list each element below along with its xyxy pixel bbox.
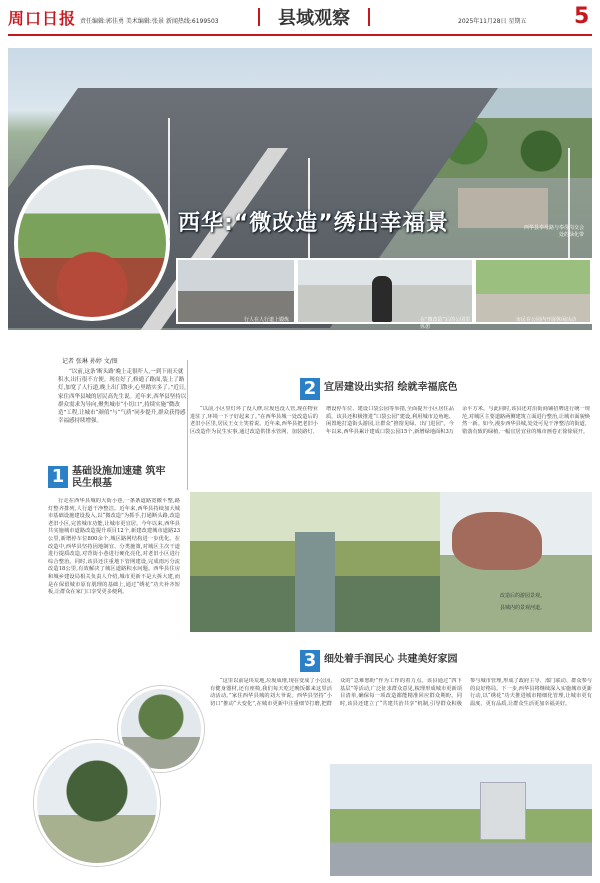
- newspaper-logo: 周口日报: [8, 9, 77, 28]
- person-figure: [372, 276, 392, 322]
- street-lamp: [568, 148, 570, 258]
- city-street-photo: [330, 764, 592, 876]
- section-heading-3: 细处着手润民心 共建美好家园: [324, 654, 458, 665]
- page-number: 5: [574, 4, 590, 29]
- section-number-2: 2: [300, 378, 320, 400]
- column-divider: [187, 360, 188, 490]
- byline: 记者 张琳 孙婷 文/图: [62, 358, 118, 365]
- masthead: [8, 4, 592, 36]
- section-heading-2: 宜居建设出实招 绘就幸福底色: [324, 382, 458, 393]
- photo-caption-c: 市民在公园内开展休闲活动: [516, 317, 577, 323]
- photo-caption-b: 在“微改造”后的公园里休憩: [420, 317, 471, 330]
- section-body-2: “以前,小区里灯坏了没人修,垃圾也没人管,现在物业进驻了,环境一下子好起来了。”在西华县城一处改造后的老旧小区里,居民王女士笑着说。近年来,西华县把老旧小区改造作为民生实事,通过改造供排水管网、加装路灯、增设停车位、建设口袋公园等举措,全面提升小区居住品质。该县还积极推进“口袋公园”建设,利用城市边角地、闲置地打造街头游园,让群众“推窗见绿、出门进园”。今年以来,西华县累计建成口袋公园15个,新增绿地面积3万余平方米。与此同时,该县还对沿街商铺招牌进行统一规范,对城区主要道路两侧建筑立面进行整治,让城市面貌焕然一新。如今,漫步西华县城,处处可见干净整洁的街道、错落有致的绿植,一幅宜居宜业的城市画卷正徐徐展开。: [190, 406, 590, 435]
- photo-caption-right: 西华县奉母路与奉母岗交会处的绿化带: [524, 225, 585, 238]
- editors-line: 责任编辑:郭佳勇 美术编辑:张景 新闻热线:6199503: [80, 18, 219, 25]
- issue-date: 2025年11月28日 星期五: [458, 18, 527, 25]
- section-number-1: 1: [48, 466, 68, 488]
- flower-bed-circle-photo: [14, 165, 170, 321]
- section-title: 县域观察: [254, 4, 374, 30]
- photo-park-people: [474, 258, 592, 324]
- section-body-3: “这里以前是块荒地,垃圾成堆,现在变成了小公园,有健身器材,还有座椅,我们每天吃过晚饭都来这里活动活动。”家住西华县城的刘大爷说。西华县坚持“小切口”推动“大变化”,在城市更新中注重细节打磨,把群众的“急难愁盼”作为工作的着力点。该县通过“四下基层”等活动,广泛征求群众意见,梳理形成城市更新项目清单,确保每一项改造都能精准回应群众期盼。同时,该县还建立了“共建共治共享”机制,引导群众积极参与城市管理,形成了政府主导、部门联动、群众参与的良好格局。下一步,西华县将继续深入实施城市更新行动,以“绣花”功夫推进城市精细化管理,让城市更有温度、更有品质,让群众生活更加幸福美好。: [210, 678, 592, 707]
- lead-paragraph: “以前,这条‘断头路’晚上走很吓人,一到下雨天就积水,出行很不方便。现在好了,修通了路面,装上了路灯,加宽了人行道,晚上出门散步,心里踏实多了。”近日,家住西华县城的居民高先生说。近年来,西华县坚持以群众需求为导向,聚焦城市“小切口”,持续实施“微改造”工程,让城市“颜值”与“气质”同步提升,群众获得感幸福感持续增强。: [58, 369, 187, 425]
- tree-circle-photo: [34, 740, 160, 866]
- photo-caption-a: 行人在人行道上锻炼: [244, 317, 290, 323]
- river-photo: [190, 492, 440, 632]
- section-number-3: 3: [300, 650, 320, 672]
- photo-caption-stone: 改造后的游园景观。: [500, 593, 546, 599]
- headline: 西华:“微改造”绣出幸福景: [178, 211, 449, 236]
- tall-building: [480, 782, 526, 840]
- section-heading-1: 基础设施加速建 筑牢民生根基: [72, 466, 166, 489]
- photo-walkway: [176, 258, 296, 324]
- photo-caption-river: 县城内的景观河道。: [500, 605, 546, 611]
- street-lamp: [168, 118, 170, 238]
- photo-park-walk: [296, 258, 474, 330]
- canal: [295, 532, 335, 632]
- section-body-1: 行走在西华县城的大街小巷,一条条道路宽敞平整,路灯整齐排列,人行道干净整洁。近年来,西华县持续加大城市基础设施建设投入,以“微改造”为抓手,打通断头路,改造老旧小区,完善城市功能,让城市更宜居。今年以来,西华县共实施城市道路改造提升项目12个,新建改建城市道路23公里,新增停车位800余个,城区路网结构进一步优化。在改造中,西华县坚持因地制宜、分类施策,对城区主次干道进行提质改造,对背街小巷进行硬化亮化,对老旧小区进行综合整治。同时,该县还注重地下管网建设,完成雨污分流改造18公里,有效解决了城区道路积水问题。西华县住房和城乡建设局相关负责人介绍,城市更新不是大拆大建,而是在保留城市原有肌理的基础上,通过“绣花”功夫补齐短板,让群众在家门口享受更多便利。: [48, 498, 180, 596]
- stone-photo: [440, 492, 592, 632]
- engraved-stone: [452, 512, 542, 570]
